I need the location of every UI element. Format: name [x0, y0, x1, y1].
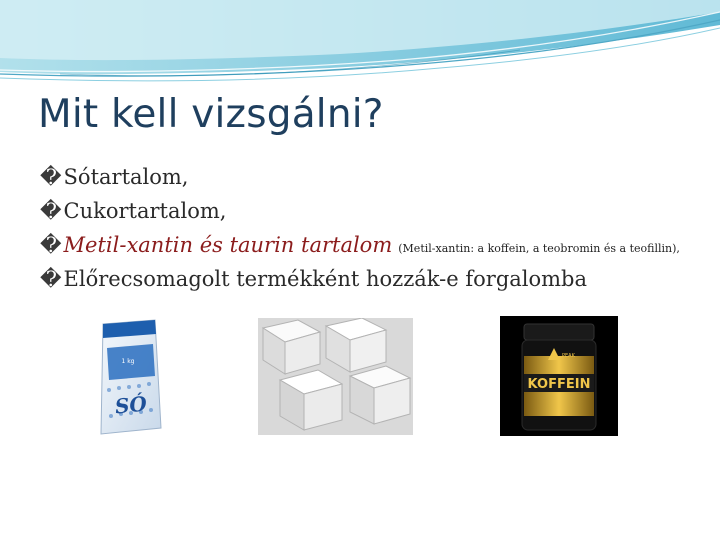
bullet-item-sotartalom — [40, 160, 710, 194]
bullet-text: Előrecsomagolt termékként hozzák-e forgalomba — [63, 267, 588, 291]
slide-title: Mit kell vizsgálni? — [38, 92, 384, 137]
bullet-marker-icon: � — [40, 199, 62, 223]
salt-bag-image — [95, 318, 167, 436]
bullet-marker-icon: � — [40, 267, 62, 291]
sugar-cubes-image — [258, 318, 413, 435]
salt-bag-main-label: SÓ — [113, 391, 148, 419]
koffein-brand-label: PEAK — [562, 353, 575, 359]
bullet-marker-icon: � — [40, 165, 62, 189]
bullet-item-elorecsomagolt — [40, 262, 710, 296]
bullet-note: (Metil-xantin: a koffein, a teobromin és a teofillin), — [398, 242, 680, 255]
bullet-text: Sótartalom, — [63, 165, 189, 189]
koffein-jar-label: KOFFEIN — [527, 377, 591, 392]
bullet-marker-icon: � — [40, 233, 62, 257]
koffein-jar-image — [500, 316, 618, 436]
bullet-list — [40, 160, 710, 296]
bullet-text: Cukortartalom, — [63, 199, 227, 223]
bullet-item-cukortartalom — [40, 194, 710, 228]
header-swoosh-decoration — [0, 0, 720, 90]
bullet-item-metil-xantin — [40, 228, 710, 262]
bullet-text: Metil-xantin és taurin tartalom — [63, 233, 393, 257]
salt-bag-small-label: 1 kg — [121, 358, 135, 365]
